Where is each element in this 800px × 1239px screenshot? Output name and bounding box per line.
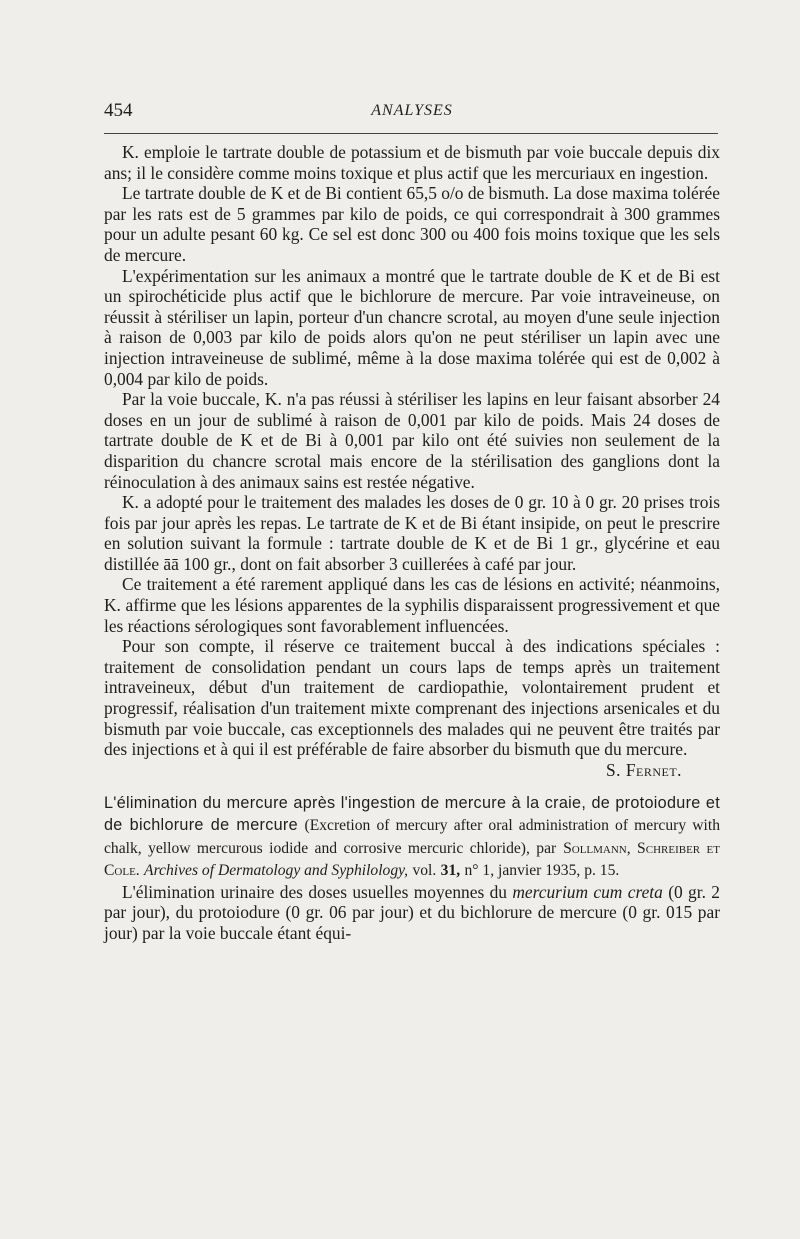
paragraph (104, 636, 720, 780)
body-text (104, 142, 720, 944)
signature: S. Fernet. (605, 759, 682, 780)
page-header (104, 100, 720, 126)
paragraph: K. a adopté pour le traitement des malades les doses de 0 gr. 10 à 0 gr. 20 prises trois fois par jour après les repas. Le tartrate de K et de Bi étant insipide, on peut le prescrire en solution suivant la formule : tartrate double de K et de Bi 1 gr., glycérine et eau distillée āā 100 gr., dont on fait absorber 3 cuillerées à café par jour. (104, 492, 720, 574)
paragraph: Le tartrate double de K et de Bi contient 65,5 o/o de bismuth. La dose maxima tolérée par les rats est de 5 grammes par kilo de poids, ce qui correspondrait à 300 grammes pour un adulte pesant 60 kg. Ce sel est donc 300 ou 400 fois moins toxique que les sels de mercure. (104, 183, 720, 265)
running-title: ANALYSES (371, 102, 453, 119)
article-authors: Sollmann, Schreiber et Cole. (104, 839, 720, 880)
paragraph-text: Pour son compte, il réserve ce traitement buccal à des indications spéciales : traitement de consolidation pendant un cours laps de temps après un traitement intraveineux, début d'un traitement de cardiopathie, volontairement prudent et progressif, réalisation d'un traitement mixte comprenant des injections arsenicales et du bismuth par voie buccale, cas exceptionnels des malades qui ne peuvent être traités par des injections et à qui il est préférable de faire absorber du bismuth que du mercure. (104, 636, 720, 760)
paragraph-text: (0 gr. 2 par jour), du protoiodure (0 gr. 06 par jour) et du bichlorure de mercure (0 gr. 015 par jour) par la voie buccale étant équi- (104, 881, 720, 943)
page-number: 454 (104, 100, 133, 121)
header-rule (104, 133, 718, 134)
paragraph: L'expérimentation sur les animaux a montré que le tartrate double de K et de Bi est un spirochéticide plus actif que le bichlorure de mercure. Par voie intraveineuse, on réussit à stériliser un lapin, porteur d'un chancre scrotal, au moyen d'une seule injection à raison de 0,003 par kilo de poids alors qu'on ne peut stériliser un lapin avec une injection intraveineuse de sublimé, même à la dose maxima tolérée qui est de 0,002 à 0,004 par kilo de poids. (104, 265, 720, 389)
article-title: L'élimination du mercure après l'ingestion de mercure à la craie, de protoiodure et de bichlorure de mercure (104, 794, 720, 834)
volume-number: 31, (440, 862, 461, 880)
paragraph: Ce traitement a été rarement appliqué dans les cas de lésions en activité; néanmoins, K. affirme que les lésions apparentes de la syphilis disparaissent progressivement et que les réactions sérologiques sont favorablement influencées. (104, 574, 720, 636)
latin-term: mercurium cum creta (512, 881, 663, 902)
paragraph: K. emploie le tartrate double de potassium et de bismuth par voie buccale depuis dix ans; il le considère comme moins toxique et plus actif que les mercuriaux en ingestion. (104, 142, 720, 183)
paragraph: Par la voie buccale, K. n'a pas réussi à stériliser les lapins en leur faisant absorber 24 doses en un jour de sublimé à raison de 0,001 par kilo de poids. Mais 24 doses de tartrate double de K et de Bi à 0,001 par kilo ont été suivies non seulement de la disparition du chancre scrotal mais encore de la stérilisation des ganglions dont la réinoculation à des animaux sains est restée négative. (104, 389, 720, 492)
paragraph (104, 882, 720, 944)
article-subtitle: (Excretion of mercury after oral administration of mercury with chalk, yellow mercurous iodide and corrosive mercuric chloride), par (104, 817, 720, 857)
paragraph-text: L'élimination urinaire des doses usuelles moyennes du (122, 881, 513, 902)
volume-prefix: vol. (412, 862, 437, 880)
journal-name: Archives of Dermatology and Syphilology, (144, 862, 409, 880)
article-heading (104, 792, 720, 881)
issue-date-pages: n° 1, janvier 1935, p. 15. (464, 862, 620, 880)
